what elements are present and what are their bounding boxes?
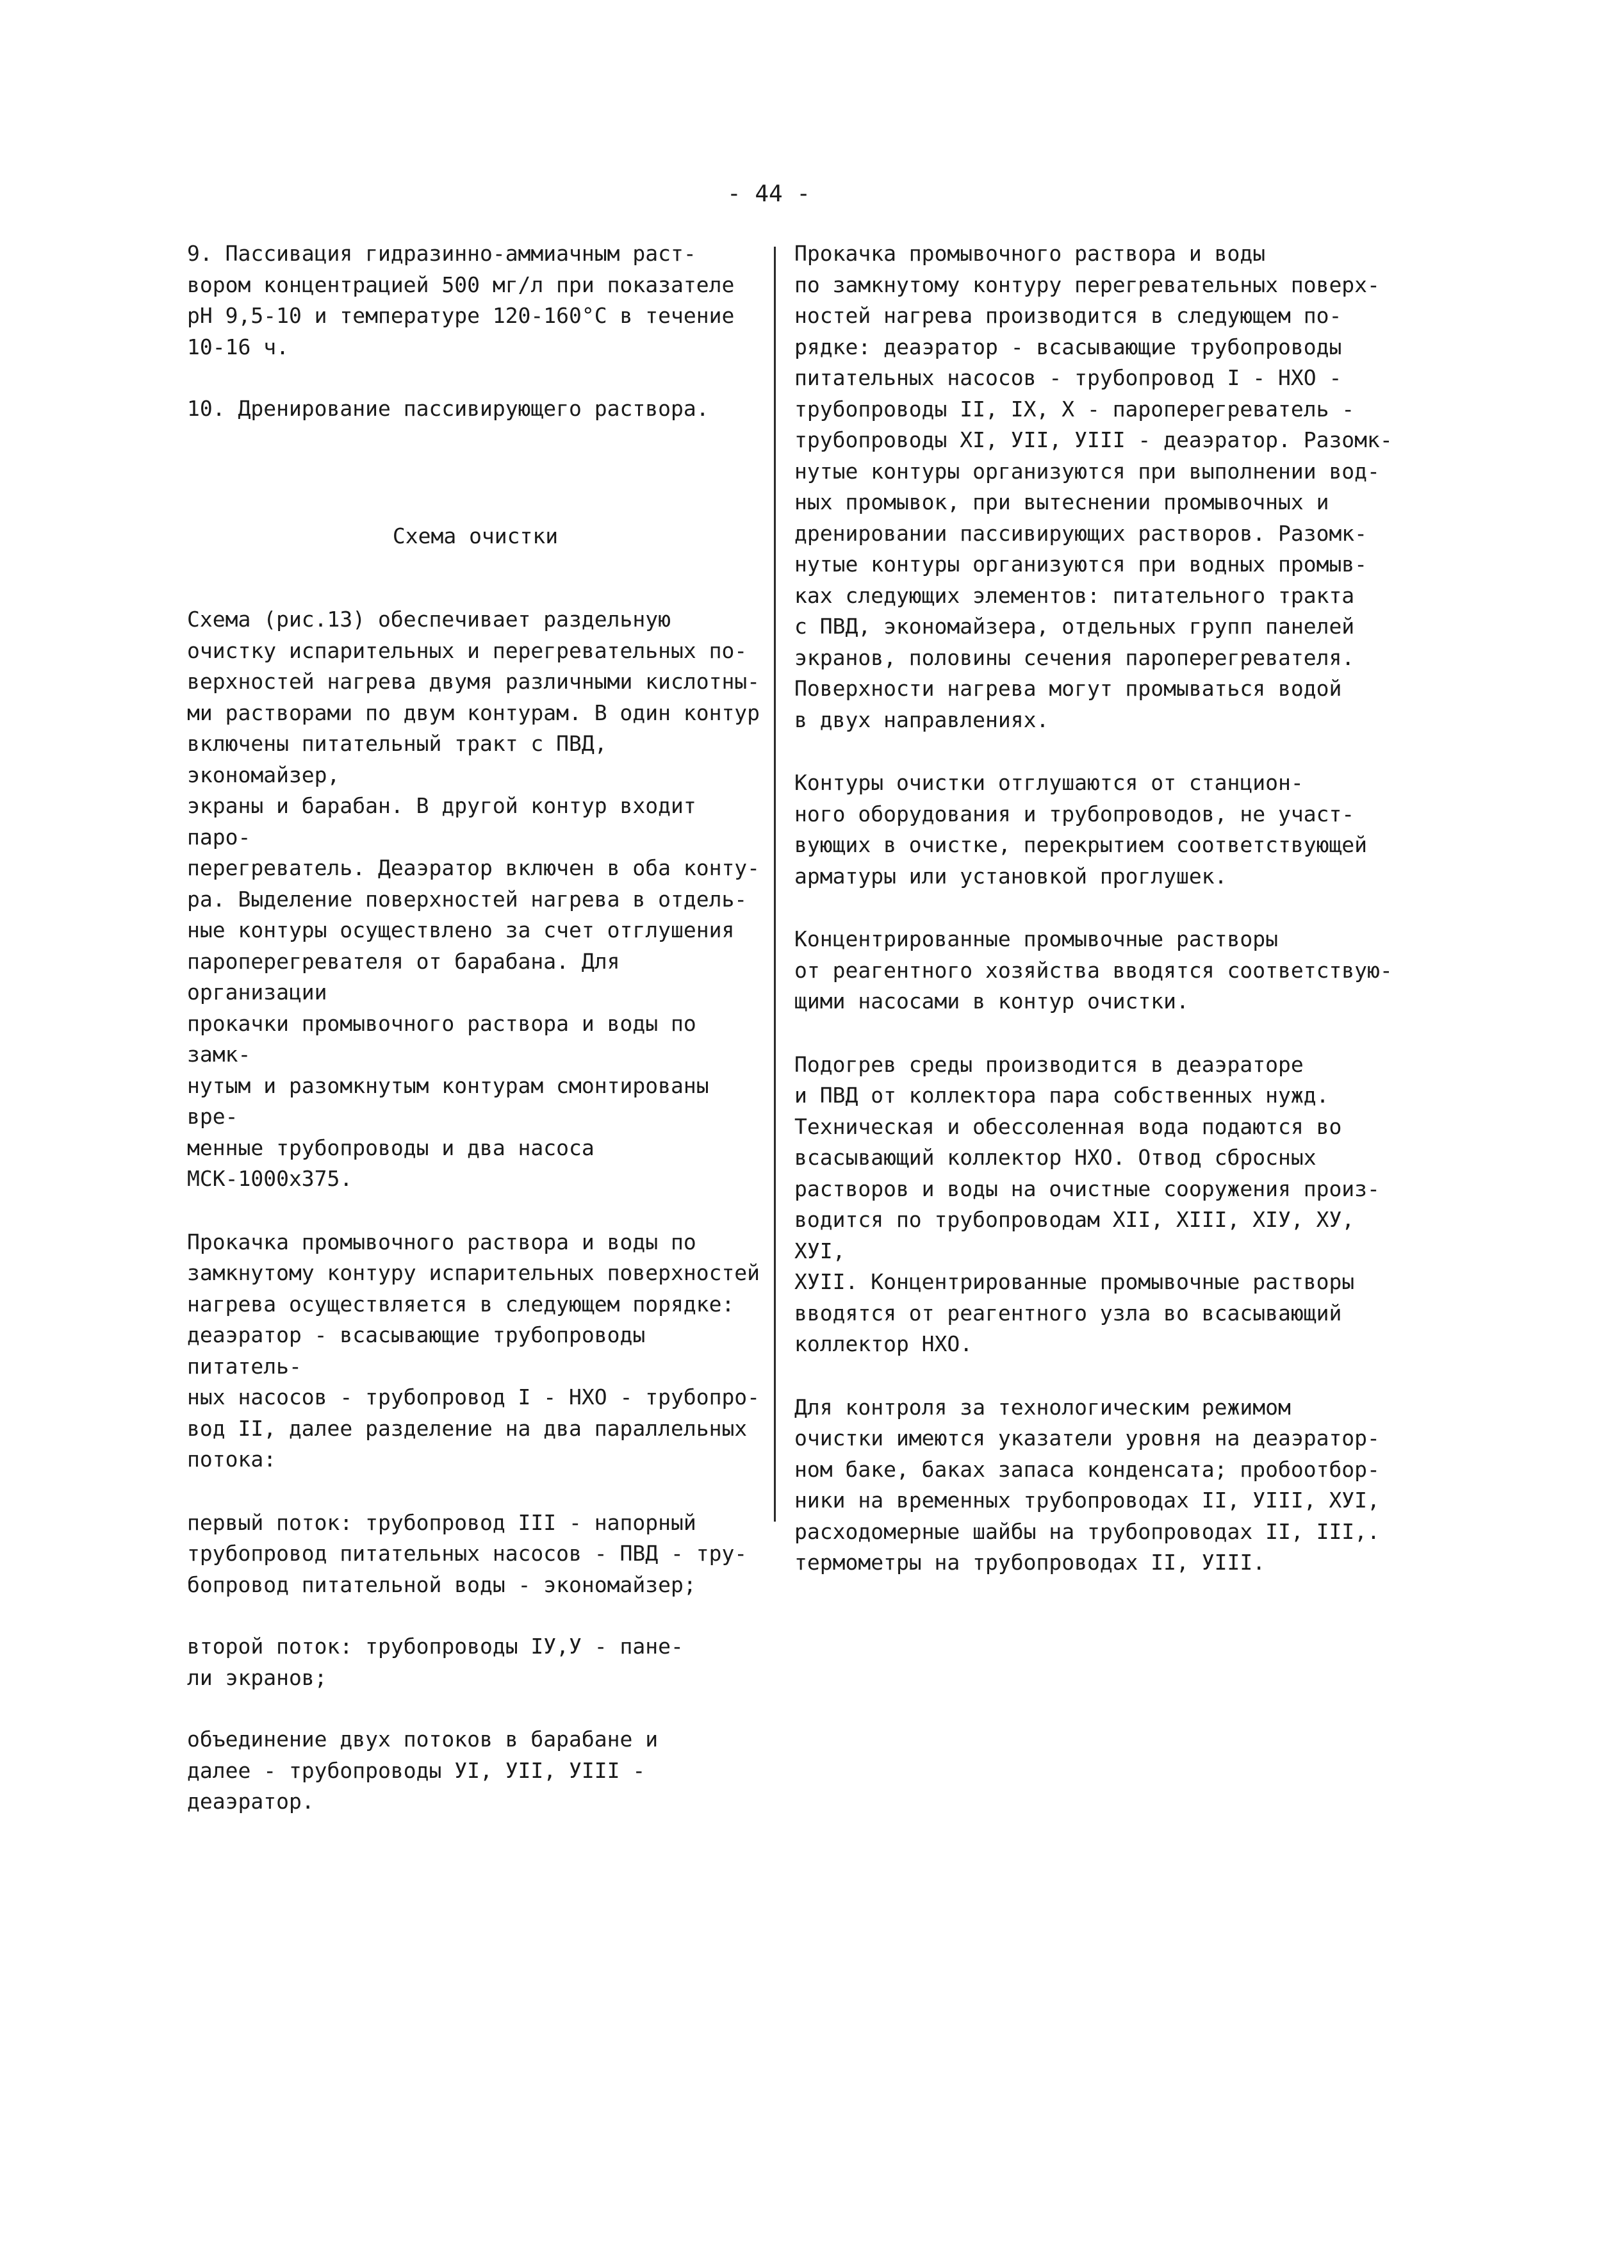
paragraph-draining: 10. Дренирование пассивирующего раствора. [187,396,709,421]
right-column [794,238,1397,1579]
paragraph-first-flow: первый поток: трубопровод III - напорный трубопровод питательных насосов - ПВД - тру- бопровод питательной воды - экономайзер; [187,1509,748,1597]
paragraph-concentrated-solutions: Концентрированные промывочные растворы от реагентного хозяйства вводятся соответствую- щими насосами в контур очистки. [794,926,1393,1014]
paragraph-scheme: Схема (рис.13) обеспечивает раздельную очистку испарительных и перегревательных по- верхностей нагрева двумя различными кислотны- ми растворами по двум контурам. В один контур включены питательный тракт с ПВД, экономайзер, экраны и барабан. В другой контур входит паро- перегреватель. Деаэратор включен в оба конту- ра. Выделение поверхностей нагрева в отдель- ные контуры осуществлено за счет отглушения пароперегревателя от барабана. Для организации прокачки промывочного раствора и воды по замк- нутым и разомкнутым контурам смонтированы вре- менные трубопроводы и два насоса МСК-1000х375. [187,607,760,1191]
page-number: - 44 - [726,181,811,207]
paragraph-isolation: Контуры очистки отглушаются от станцион- ного оборудования и трубопроводов, не участ- вующих в очистке, перекрытием соответствующей арматуры или установкой проглушек. [794,770,1368,889]
paragraph-evaporative-loop: Прокачка промывочного раствора и воды по замкнутому контуру испарительных поверхностей нагрева осуществляется в следующем порядке: деаэратор - всасывающие трубопроводы питатель- ных насосов - трубопровод I - НХО - трубопро- вод II, далее разделение на два параллельных потока: [187,1229,760,1472]
paragraph-superheater-loop: Прокачка промывочного раствора и воды по замкнутому контуру перегревательных поверх- ностей нагрева производится в следующем по- рядке: деаэратор - всасывающие трубопроводы питательных насосов - трубопровод I - НХО - трубопроводы II, IX, X - пароперегреватель - трубопроводы XI, УII, УIII - деаэратор. Разомк- нутые контуры организуются при выполнении вод- ных промывок, при вытеснении промывочных и дренировании пассивирующих растворов. Разомк- нутые контуры организуются при водных промыв- ках следующих элементов: питательного тракта с ПВД, экономайзера, отдельных групп панелей экранов, половины сечения пароперегревателя. Поверхности нагрева могут промываться водой в двух направлениях. [794,241,1393,732]
section-heading: Схема очистки [392,523,559,548]
paragraph-passivation: 9. Пассивация гидразинно-аммиачным раст- вором концентрацией 500 мг/л при показателе pH 9,5-10 и температуре 120-160°С в течение 10-16 ч. [187,241,735,359]
left-column [187,238,764,1818]
column-divider [774,247,776,1522]
paragraph-heating: Подогрев среды производится в деаэраторе и ПВД от коллектора пара собственных нужд. Техническая и обессоленная вода подаются во всасывающий коллектор НХО. Отвод сбросных растворов и воды на очистные сооружения произ- водится по трубопроводам XII, XIII, XIУ, XУ, XУI, XУII. Концентрированные промывочные растворы вводятся от реагентного узла во всасывающий коллектор НХО. [794,1051,1380,1356]
paragraph-second-flow: второй поток: трубопроводы IУ,У - пане- ли экранов; [187,1634,684,1690]
paragraph-merge: объединение двух потоков в барабане и далее - трубопроводы УI, УII, УIII - деаэратор. [187,1727,659,1814]
paragraph-control: Для контроля за технологическим режимом очистки имеются указатели уровня на деаэратор- ном баке, баках запаса конденсата; пробоотбор- ники на временных трубопроводах II, УIII, XУI, расходомерные шайбы на трубопроводах II, III,. термометры на трубопроводах II, УIII. [794,1394,1380,1575]
